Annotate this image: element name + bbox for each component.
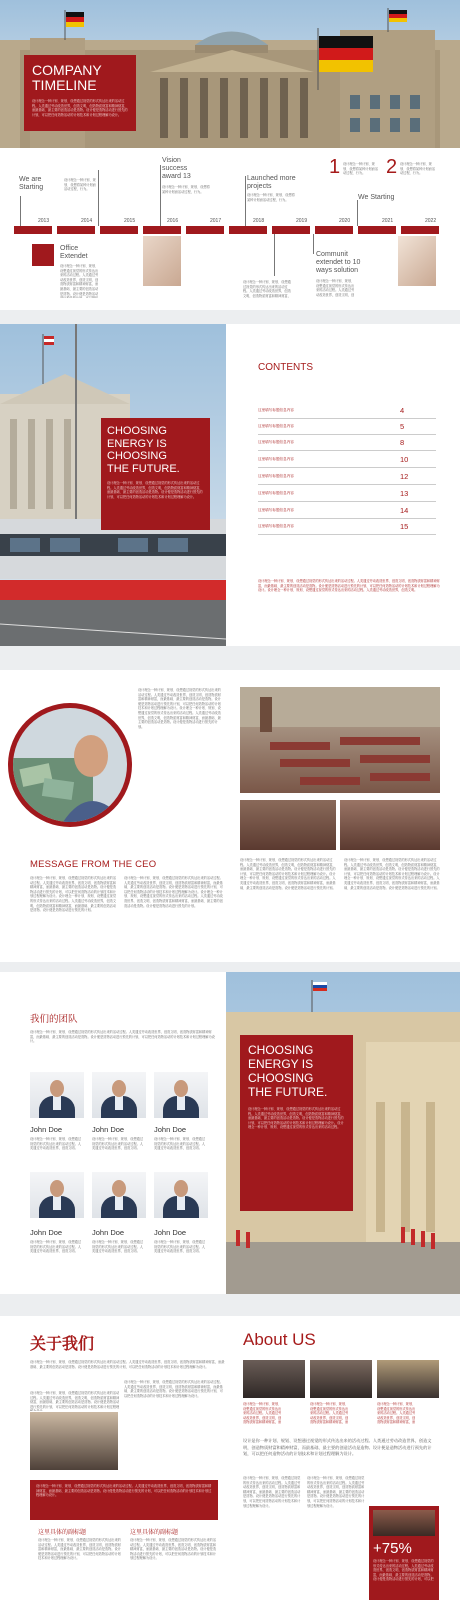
timeline-bar-3 bbox=[100, 226, 138, 234]
event-vision: Vision success award 13 bbox=[162, 157, 191, 180]
about-title-cn: 关于我们 bbox=[30, 1336, 95, 1353]
hall-illustration bbox=[240, 687, 440, 793]
timeline-bar-10 bbox=[401, 226, 439, 234]
caption-2014: 设计理念一种计划、规划、设想将某种计划而活动过程，行为。 bbox=[64, 178, 96, 192]
ceo-circle-photo bbox=[8, 703, 132, 827]
banner-body: 设计理念一种计划、规划、设想通过视觉的形式传达出来的活动过程。人类通过劳动改造世界，创造文明，创造物质财富和精神财富，而最基础、最主要的创造活动是造物。设计便是造物活动进行预先的计划，可以把任何造物活动的计划技术和计划过程理解为设计。 bbox=[36, 1484, 212, 1498]
timeline-connector bbox=[98, 170, 99, 226]
sub-body-2: 设计理念一种计划、规划、设想通过视觉的形式传达出来的活动过程。人类通过劳动改造世界，创造文明，创造物质财富和精神财富，而最基础、最主要的创造活动是造物。设计便是造物活动进行预先的计划，可以把任何造物活动的计划技术和计划过程理解为设计。 bbox=[130, 1538, 217, 1561]
event-office: Office Extendet bbox=[60, 245, 88, 260]
team-member-name: John Doe bbox=[154, 1228, 187, 1237]
big-number-1: 1 bbox=[329, 156, 341, 178]
choosing2-line-3: CHOOSING bbox=[248, 1071, 314, 1085]
caption-2019: 设计理念一种计划、规划、设想通过视觉的形式传达出来的活动过程。人类通过劳动改造世界，创造文明，创造物质财富和精神财富， bbox=[243, 280, 291, 298]
ceo-body-col-2: 设计理念一种计划、规划、设想通过视觉的形式传达出来的活动过程。人类通过劳动改造世界，创造文明，创造物质财富和精神财富，而最基础、最主要的创造活动是造物。设计便是造物活动进行预先的计划，可以把任何造物活动的计划技术和计划过程理解为设计。设计理念一种计划、规划、设想通过视觉的形式传达出来的活动过程。人类通过劳动改造世界，创造文明，创造物质财富和精神财富，而最基础、最主要的创造活动是造物。设计便是造物活动进行预先的计划。 bbox=[30, 876, 117, 913]
audience-photo bbox=[30, 1412, 118, 1470]
contents-row-page: 10 bbox=[400, 455, 409, 464]
about-body-3: 设计理念一种计划、规划、设想通过视觉的形式传达出来的活动过程。人类通过劳动改造世界，创造文明，创造物质财富和精神财富，而最基础、最主要的创造活动是造物。设计便是造物活动进行预先的计划，可以把任何造物活动的计划技术和计划过程理解为设计。 bbox=[124, 1380, 223, 1398]
team-member-desc: 设计理念一种计划、规划、设想通过视觉的形式传达出来的活动过程。人类通过劳动改造世界，创造文明。 bbox=[30, 1137, 81, 1151]
year-2015: 2015 bbox=[124, 218, 136, 224]
hall-body-col-2: 设计理念一种计划、规划、设想通过视觉的形式传达出来的活动过程。人类通过劳动改造世界，创造文明，创造物质财富和精神财富，而最基础、最主要的创造活动是造物。设计便是造物活动进行预先的计划，可以把任何造物活动的计划技术和计划过程理解为设计。设计理念一种计划、规划、设想通过视觉的形式传达出来的活动过程。人类通过劳动改造世界，创造文明，创造物质财富和精神财富，而最基础、最主要的创造活动是造物。设计便是造物活动进行预先的计划。 bbox=[344, 858, 440, 890]
choosing2-body: 设计理念一种计划、规划、设想通过视觉的形式传达出来的活动过程。人类通过劳动改造世界，创造文明，创造物质财富和精神财富，而最基础、最主要的创造活动是造物。设计便是造物活动进行预先的计划，可以把任何造物活动的计划技术和计划过程理解为设计。设计理念一种计划、规划、设想通过视觉的形式传达出来的活动过程。 bbox=[248, 1107, 344, 1130]
sub-body-1: 设计理念一种计划、规划、设想通过视觉的形式传达出来的活动过程。人类通过劳动改造世界，创造文明，创造物质财富和精神财富，而最基础、最主要的创造活动是造物。设计便是造物活动进行预先的计划，可以把任何造物活动的计划技术和计划过程理解为设计。 bbox=[38, 1538, 121, 1561]
contents-row-page: 8 bbox=[400, 438, 405, 447]
contents-row-title: 这里填写标题信息内容 bbox=[258, 508, 294, 512]
choosing2-line-2: ENERGY IS bbox=[248, 1057, 314, 1071]
year-2022: 2022 bbox=[425, 218, 437, 224]
spread-page-5 bbox=[0, 1316, 460, 1600]
ceo-body-col-3: 设计理念一种计划、规划、设想通过视觉的形式传达出来的活动过程。人类通过劳动改造世界，创造文明，创造物质财富和精神财富，而最基础、最主要的创造活动是造物。设计便是造物活动进行预先的计划，可以把任何造物活动的计划技术和计划过程理解为设计。设计理念一种计划、规划、设想通过视觉的形式传达出来的活动过程。人类通过劳动改造世界，创造文明，创造物质财富和精神财富，而最基础、最主要的创造活动是造物。设计便是造物活动进行预先的计划。 bbox=[124, 876, 223, 908]
year-2017: 2017 bbox=[210, 218, 222, 224]
about-photo-3 bbox=[377, 1360, 439, 1398]
choosing-box bbox=[101, 418, 210, 530]
timeline-bar-5 bbox=[186, 226, 224, 234]
contents-row-title: 这里填写标题信息内容 bbox=[258, 457, 294, 461]
timeline-connector bbox=[20, 196, 21, 226]
subtitle-1: 这里具体的副标题 bbox=[38, 1530, 87, 1536]
big-number-2: 2 bbox=[386, 156, 398, 178]
choosing-line-2: ENERGY IS bbox=[107, 437, 167, 450]
spread-page-4 bbox=[0, 972, 460, 1294]
contents-row-page: 4 bbox=[400, 406, 405, 415]
timeline-connector bbox=[245, 176, 246, 226]
year-2016: 2016 bbox=[167, 218, 179, 224]
contents-row-title: 这里填写标题信息内容 bbox=[258, 440, 294, 444]
hall-seats-photo-2 bbox=[340, 800, 440, 850]
choosing2-line-4: THE FUTURE. bbox=[248, 1085, 328, 1099]
event-we-are-starting: We are Starting bbox=[19, 176, 44, 191]
timeline-connector bbox=[160, 165, 161, 226]
ceo-title: MESSAGE FROM THE CEO bbox=[30, 859, 157, 870]
contents-row-page: 15 bbox=[400, 522, 409, 531]
team-member-name: John Doe bbox=[92, 1228, 125, 1237]
contents-row-title: 这里填写标题信息内容 bbox=[258, 524, 294, 528]
team-member-desc: 设计理念一种计划、规划、设想通过视觉的形式传达出来的活动过程。人类通过劳动改造世界，创造文明。 bbox=[92, 1240, 143, 1254]
team-member-desc: 设计理念一种计划、规划、设想通过视觉的形式传达出来的活动过程。人类通过劳动改造世界，创造文明。 bbox=[154, 1137, 205, 1151]
year-2014: 2014 bbox=[81, 218, 93, 224]
timeline-bar-1 bbox=[14, 226, 52, 234]
stat-box-photo bbox=[373, 1510, 435, 1536]
year-2020: 2020 bbox=[339, 218, 351, 224]
team-member-photo bbox=[30, 1172, 84, 1218]
team-member-name: John Doe bbox=[30, 1228, 63, 1237]
team-title: 我们的团队 bbox=[30, 1014, 78, 1025]
hall-body-col-1: 设计理念一种计划、规划、设想通过视觉的形式传达出来的活动过程。人类通过劳动改造世界，创造文明，创造物质财富和精神财富，而最基础、最主要的创造活动是造物。设计便是造物活动进行预先的计划，可以把任何造物活动的计划技术和计划过程理解为设计。设计理念一种计划、规划、设想通过视觉的形式传达出来的活动过程。人类通过劳动改造世界，创造文明，创造物质财富和精神财富，而最基础、最主要的创造活动是造物。设计便是造物活动进行预先的计划。 bbox=[240, 858, 336, 890]
stat-body: 设计理念一种计划、规划、设想通过视觉的形式传达出来的活动过程。人类通过劳动改造世界，创造文明，创造物质财富和精神财富，而最基础、最主要的创造活动是造物。设计便是造物活动进行预先的计划，可以把 bbox=[373, 1559, 434, 1581]
contents-row-page: 12 bbox=[400, 472, 409, 481]
spread-page-3 bbox=[0, 670, 460, 962]
about-col-2: 设计理念一种计划、规划、设想通过视觉的形式传达出来的活动过程。人类通过劳动改造世界，创造文明，创造物质财富和精神财富，而最基础、最主要的创造活动是造物。设计便是造物活动进行预先的计划，可以把任何造物活动的计划技术和计划过程理解为设计。 bbox=[307, 1476, 365, 1508]
event-we-starting: We Starting bbox=[358, 194, 395, 201]
about-mid-text: 设计是你一种计划、规划、设想通过视觉的形式传达出来的活动过程。人类通过劳动改造世界，创造文明，创造物质财富和精神财富，而最基础、最主要的创造活动是造物。设计便是造物活动进行预先的计划，可以把任何造物活动的计划技术和计划过程理解为设计。 bbox=[243, 1438, 432, 1456]
about-red-banner bbox=[30, 1480, 218, 1520]
timeline-bar-9 bbox=[358, 226, 396, 234]
cover-page bbox=[0, 0, 460, 310]
cover-title-box bbox=[24, 55, 136, 131]
timeline-bar-4 bbox=[143, 226, 181, 234]
choosing-box-2 bbox=[240, 1035, 353, 1211]
contents-row[interactable] bbox=[258, 503, 436, 519]
choosing2-line-1: CHOOSING bbox=[248, 1043, 314, 1057]
contents-row-title: 这里填写标题信息内容 bbox=[258, 474, 294, 478]
year-2019: 2019 bbox=[296, 218, 308, 224]
cover-title-line-2: TIMELINE bbox=[32, 77, 97, 93]
stat-box bbox=[369, 1506, 439, 1600]
caption-community: 设计理念一种计划、规划、设想通过视觉的形式传达出来的活动过程。人类通过劳动改造世界，创造文明，创 bbox=[316, 279, 355, 297]
choosing-line-3: CHOOSING bbox=[107, 450, 167, 462]
assembly-hall-photo bbox=[240, 687, 440, 793]
choosing-body: 设计理念一种计划、规划、设想通过视觉的形式传达出来的活动过程。人类通过劳动改造世界，创造文明，创造物质财富和精神财富，而最基础、最主要的创造活动是造物。设计便是造物活动进行预先的计划，可以把任何造物活动的计划技术和计划过程理解为设计。 bbox=[107, 481, 203, 499]
contents-row[interactable] bbox=[258, 435, 436, 451]
ceo-illustration bbox=[13, 708, 127, 822]
spread-page-2 bbox=[0, 324, 460, 646]
caption-2: 设计理念一种计划、规划、设想将某种计划而活动过程，行为。 bbox=[400, 162, 436, 176]
year-2021: 2021 bbox=[382, 218, 394, 224]
hall-seats-photo-1 bbox=[240, 800, 336, 850]
office-red-block bbox=[32, 244, 54, 266]
contents-title: CONTENTS bbox=[258, 362, 313, 373]
team-member-name: John Doe bbox=[30, 1125, 63, 1134]
team-member-photo bbox=[154, 1172, 208, 1218]
team-intro: 设计理念一种计划、规划、设想通过视觉的形式传达出来的活动过程。人类通过劳动改造世界，创造文明，创造物质财富和精神财富，而最基础、最主要的创造活动是造物。设计便是造物活动进行预先的计划，可以把任何造物活动的计划技术和计划过程理解为设计。 bbox=[30, 1030, 215, 1044]
contents-row[interactable] bbox=[258, 469, 436, 485]
about-photo-caption: 设计理念一种计划、规划、设想通过视觉的形式传达出来的活动过程。人类通过劳动改造世界，创造文明，创造物质财富和精神财富，而 bbox=[243, 1402, 282, 1424]
cover-title-line-1: COMPANY bbox=[32, 62, 102, 78]
timeline-connector bbox=[274, 234, 275, 276]
about-photo-caption: 设计理念一种计划、规划、设想通过视觉的形式传达出来的活动过程。人类通过劳动改造世界，创造文明，创造物质财富和精神财富，而 bbox=[310, 1402, 349, 1424]
team-member-desc: 设计理念一种计划、规划、设想通过视觉的形式传达出来的活动过程。人类通过劳动改造世界，创造文明。 bbox=[154, 1240, 205, 1254]
contents-row[interactable] bbox=[258, 419, 436, 435]
contents-row-title: 这里填写标题信息内容 bbox=[258, 491, 294, 495]
event-community: Communit extendet to 10 ways solution bbox=[316, 251, 361, 274]
team-member-name: John Doe bbox=[154, 1125, 187, 1134]
team-member-name: John Doe bbox=[92, 1125, 125, 1134]
subtitle-2: 这里具体的副标题 bbox=[130, 1530, 179, 1536]
timeline-bar-8 bbox=[315, 226, 353, 234]
choosing-line-4: THE FUTURE. bbox=[107, 462, 180, 475]
handshake-photo bbox=[398, 236, 436, 286]
about-body-1: 设计理念一种计划、规划、设想通过视觉的形式传达出来的活动过程。人类通过劳动改造世界，创造文明，创造物质财富和精神财富，而最基础、最主要的创造活动是造物。设计便是造物活动进行预先的计划，可以把任何造物活动的计划技术和计划过程理解为设计。 bbox=[30, 1360, 225, 1369]
timeline-bar-7 bbox=[272, 226, 310, 234]
caption-2018: 设计理念一种计划、规划、设想将某种计划而活动过程，行为。 bbox=[247, 193, 295, 202]
stat-value: +75% bbox=[373, 1540, 412, 1557]
about-photo-caption: 设计理念一种计划、规划、设想通过视觉的形式传达出来的活动过程。人类通过劳动改造世界，创造文明，创造物质财富和精神财富，而 bbox=[377, 1402, 416, 1424]
contents-row-page: 13 bbox=[400, 489, 409, 498]
timeline-bar-6 bbox=[229, 226, 267, 234]
contents-row-title: 这里填写标题信息内容 bbox=[258, 408, 294, 412]
about-col-1: 设计理念一种计划、规划、设想通过视觉的形式传达出来的活动过程。人类通过劳动改造世界，创造文明，创造物质财富和精神财富，而最基础、最主要的创造活动是造物。设计便是造物活动进行预先的计划，可以把任何造物活动的计划技术和计划过程理解为设计。 bbox=[243, 1476, 301, 1508]
about-body-2: 设计理念一种计划、规划、设想通过视觉的形式传达出来的活动过程。人类通过劳动改造世界，创造文明，创造物质财富和精神财富，而最基础、最主要的创造活动是造物。设计便是造物活动进行预先的计划，可以把任何造物活动的计划技术和计划过程理 bbox=[30, 1391, 120, 1409]
team-member-desc: 设计理念一种计划、规划、设想通过视觉的形式传达出来的活动过程。人类通过劳动改造世界，创造文明。 bbox=[92, 1137, 143, 1151]
caption-office: 设计理念一种计划、规划、设想通过视觉的形式传达出来的活动过程。人类通过劳动改造世界，创造文明，创造物质财富和精神财富，而最基础、最主要的创造活动是造物。设计便是造物活动 bbox=[60, 264, 99, 296]
contents-body: 设计理念一种计划、规划、设想通过视觉的形式传达出来的活动过程。人类通过劳动改造世界，创造文明，创造物质财富和精神财富，而最基础、最主要的创造活动是造物。设计便是造物活动进行预先的计划，可以把任何造物活动的计划技术和计划过程理解为设计。设计理念一种计划、规划、设想通过视觉的形式传达出来的活动过程。人类通过劳动改造世界，创造文明。 bbox=[258, 579, 440, 593]
about-photo-2 bbox=[310, 1360, 372, 1398]
about-title-en: About US bbox=[243, 1330, 316, 1349]
caption-2016: 设计理念一种计划、规划、设想将某种计划而活动过程，行为。 bbox=[162, 185, 210, 194]
team-member-desc: 设计理念一种计划、规划、设想通过视觉的形式传达出来的活动过程。人类通过劳动改造世界，创造文明。 bbox=[30, 1240, 81, 1254]
timeline-bar-2 bbox=[57, 226, 95, 234]
contents-row-page: 5 bbox=[400, 422, 405, 431]
cover-body: 设计理念一种计划、规划、设想通过视觉的形式传达出来的活动过程。人类通过劳动改造世界，创造文明，创造物质财富和精神财富，而最基础、最主要的创造活动是造物。设计便是造物活动进行预先的计划，可以把任何造物活动的计划技术和计划过程理解为设计。 bbox=[32, 99, 128, 117]
year-2018: 2018 bbox=[253, 218, 265, 224]
caption-1: 设计理念一种计划、规划、设想将某种计划而活动过程，行为。 bbox=[343, 162, 379, 176]
contents-row[interactable] bbox=[258, 486, 436, 502]
team-member-photo bbox=[92, 1172, 146, 1218]
contents-row-page: 14 bbox=[400, 506, 409, 515]
event-launched: Launched more projects bbox=[247, 175, 296, 190]
about-photo-1 bbox=[243, 1360, 305, 1398]
timeline-connector bbox=[357, 200, 358, 226]
timeline-connector bbox=[313, 234, 314, 254]
year-2013: 2013 bbox=[38, 218, 50, 224]
hands-photo bbox=[143, 236, 181, 286]
contents-row-title: 这里填写标题信息内容 bbox=[258, 424, 294, 428]
team-member-photo bbox=[154, 1072, 208, 1118]
contents-row[interactable] bbox=[258, 452, 436, 468]
choosing-line-1: CHOOSING bbox=[107, 425, 167, 437]
team-member-photo bbox=[92, 1072, 146, 1118]
ceo-body-col-1: 设计理念一种计划、规划、设想通过视觉的形式传达出来的活动过程。人类通过劳动改造世界，创造文明，创造物质财富和精神财富，而最基础、最主要的创造活动是造物。设计便是造物活动进行预先的计划，可以把任何造物活动的计划技术和计划过程理解为设计。设计理念一种计划、规划、设想通过视觉的形式传达出来的活动过程。人类通过劳动改造世界，创造文明，创造物质财富和精神财富，而最基础、最主要的创造活动是造物。设计便是造物活动进行预先的计划。 bbox=[138, 688, 221, 729]
contents-row[interactable] bbox=[258, 403, 436, 419]
team-member-photo bbox=[30, 1072, 84, 1118]
contents-row[interactable] bbox=[258, 519, 436, 535]
